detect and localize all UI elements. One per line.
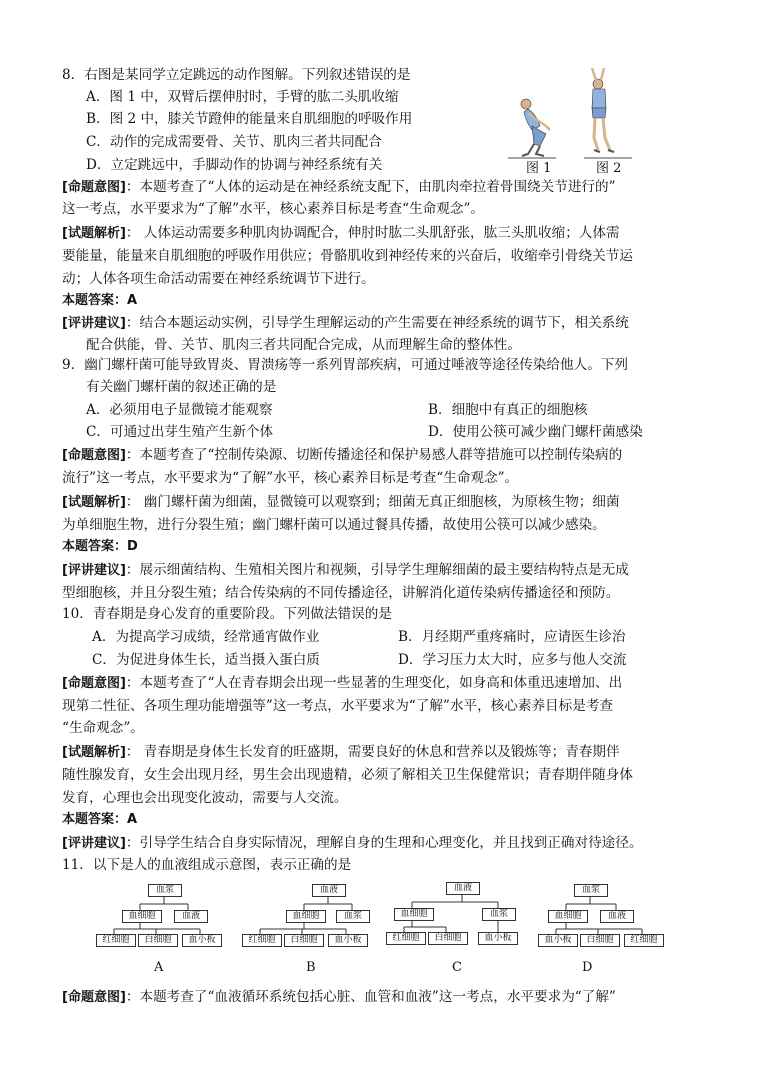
diagram-c-root: 血液 [446,882,480,895]
figure-1-caption: 图 1 [526,161,552,176]
q8-advice-text-2: 配合供能，骨、关节、肌肉三者共同配合完成，从而理解生命的整体性。 [86,337,521,353]
q8-intent-text: ：本题考查了“人体的运动是在神经系统支配下，由肌肉牵拉着骨围绕关节进行的” [125,179,616,195]
q11-stem: 11．以下是人的血液组成示意图，表示正确的是 [62,857,352,873]
q11-intent-text: ：本题考查了“血液循环系统包括心脏、血管和血液”这一考点，水平要求为“了解” [125,989,616,1005]
q8-advice-label: [评讲建议] [62,316,126,331]
q8-analysis-label: [试题解析] [62,226,126,241]
q9-advice-text: ：展示细菌结构、生殖相关图片和视频，引导学生理解细菌的最主要结构特点是无成 [125,562,629,578]
jump-figure [506,64,646,160]
q9-option-b: B．细胞中有真正的细胞核 [428,402,588,418]
q10-advice-label: [评讲建议] [62,836,126,851]
q8-analysis-text-2: 要能量，能量来自肌细胞的呼吸作用供应；骨骼肌收到神经传来的兴奋后，收缩牵引骨绕关节运 [62,248,633,264]
diagram-c-mid-1: 血细胞 [394,908,434,921]
q9-advice-text-2: 型细胞核，并且分裂生殖；结合传染病的不同传播途径，讲解消化道传染病传播途径和预防。 [62,585,620,601]
diagram-b-leaf-3: 血小板 [328,934,368,947]
diagram-b-root: 血液 [312,884,346,897]
q8-intent-label: [命题意图] [62,180,126,195]
q8-stem: 8．右图是某同学立定跳远的动作图解。下列叙述错误的是 [62,67,411,83]
q10-intent-text-2: 现第二性征、各项生理功能增强等”这一考点，水平要求为“了解”水平，核心素养目标是考查 [62,698,614,714]
figure-2-leap [584,68,632,158]
q8-option-b: B．图 2 中，膝关节蹬伸的能量来自肌细胞的呼吸作用 [86,111,413,127]
q10-stem: 10．青春期是身心发育的重要阶段。下列做法错误的是 [62,606,392,622]
q10-option-c: C．为促进身体生长，适当摄入蛋白质 [92,652,320,668]
q10-advice-text: ：引导学生结合自身实际情况，理解自身的生理和心理变化，并且找到正确对待途径。 [125,835,643,851]
q8-option-a: A．图 1 中，双臂后摆伸肘时，手臂的肱二头肌收缩 [86,89,399,105]
diagram-b-mid-1: 血细胞 [286,910,326,923]
diagram-d [538,882,668,952]
diagram-d-mid-2: 血液 [600,910,634,923]
q8-intent-text-2: 这一考点，水平要求为“了解”水平，核心素养目标是考查“生命观念”。 [62,201,485,217]
diagram-a [96,882,226,952]
diagram-a-leaf-3: 血小板 [182,934,222,947]
q9-analysis-text-2: 为单细胞生物，进行分裂生殖；幽门螺杆菌可以通过餐具传播，故使用公筷可以减少感染。 [62,517,606,533]
q9-option-c: C．可通过出芽生殖产生新个体 [86,424,274,440]
q8-answer: 本题答案：A [62,293,138,308]
diagram-b-leaf-1: 红细胞 [242,934,282,947]
q9-analysis-text: ： 幽门螺杆菌为细菌，显微镜可以观察到；细菌无真正细胞核，为原核生物；细菌 [125,494,620,510]
diagram-b-leaf-2: 白细胞 [284,934,324,947]
q9-advice-label: [评讲建议] [62,563,126,578]
diagram-c-leaf-3: 血小板 [478,932,518,945]
diagram-a-leaf-2: 白细胞 [138,934,178,947]
q10-option-d: D．学习压力太大时，应多与他人交流 [398,652,627,668]
q9-answer: 本题答案：D [62,539,138,554]
q9-intent-text: ：本题考查了“控制传染源、切断传播途径和保护易感人群等措施可以控制传染病的 [125,447,623,463]
diagram-d-mid-1: 血细胞 [548,910,588,923]
diagram-a-root: 血浆 [148,884,182,897]
q10-intent-text: ：本题考查了“人在青春期会出现一些显著的生理变化，如身高和体重迅速增加、出 [125,675,623,691]
q10-intent-text-3: “生命观念”。 [62,720,144,736]
q9-analysis-label: [试题解析] [62,495,126,510]
q9-option-a: A．必须用电子显微镜才能观察 [86,402,273,418]
q10-analysis-text-3: 发育，心理也会出现变化波动，需要与人交流。 [62,790,348,806]
diagram-a-leaf-1: 红细胞 [96,934,136,947]
q8-analysis-text-3: 动；人体各项生命活动需要在神经系统调节下进行。 [62,271,375,287]
q10-analysis-text: ： 青春期是身体生长发育的旺盛期，需要良好的休息和营养以及锻炼等；青春期伴 [125,744,620,760]
q8-advice-text: ：结合本题运动实例，引导学生理解运动的产生需要在神经系统的调节下，相关系统 [125,315,629,331]
q10-option-b: B．月经期严重疼痛时，应请医生诊治 [398,629,626,645]
diagram-d-leaf-3: 红细胞 [624,934,664,947]
diagram-d-letter: D [582,960,593,975]
diagram-d-leaf-2: 白细胞 [580,934,620,947]
q9-option-d: D．使用公筷可减少幽门螺杆菌感染 [428,424,643,440]
q10-option-a: A．为提高学习成绩，经常通宵做作业 [92,629,320,645]
diagram-b-letter: B [306,960,316,975]
q10-answer: 本题答案：A [62,812,138,827]
diagram-a-mid-2: 血液 [174,910,208,923]
diagram-a-mid-1: 血细胞 [122,910,162,923]
q10-analysis-text-2: 随性腺发育，女生会出现月经，男生会出现遗精，必须了解相关卫生保健常识；青春期伴随身体 [62,767,633,783]
q8-option-d: D．立定跳远中，手脚动作的协调与神经系统有关 [86,157,383,173]
diagram-a-letter: A [154,960,164,975]
diagram-c-leaf-1: 红细胞 [386,932,426,945]
diagram-b [242,882,372,952]
q8-option-c: C．动作的完成需要骨、关节、肌肉三者共同配合 [86,134,382,150]
q9-intent-text-2: 流行”这一考点，水平要求为“了解”水平，核心素养目标是考查“生命观念”。 [62,470,519,486]
diagram-b-mid-2: 血浆 [336,910,370,923]
q8-analysis-text: ： 人体运动需要多种肌肉协调配合，伸肘时肱二头肌舒张，肱三头肌收缩；人体需 [125,225,620,241]
q9-intent-label: [命题意图] [62,448,126,463]
q9-stem: 9．幽门螺杆菌可能导致胃炎、胃溃疡等一系列胃部疾病，可通过唾液等途径传染给他人。下列 [62,357,628,373]
q9-stem-2: 有关幽门螺杆菌的叙述正确的是 [86,379,277,395]
diagram-d-leaf-1: 血小板 [538,934,578,947]
figure-1-crouch [508,99,556,158]
diagram-c [386,880,516,950]
diagram-c-letter: C [452,960,462,975]
q10-intent-label: [命题意图] [62,676,126,691]
diagram-c-leaf-2: 白细胞 [428,932,468,945]
diagram-d-root: 血浆 [574,884,608,897]
figure-2-caption: 图 2 [596,161,622,176]
diagram-c-mid-2: 血浆 [482,908,516,921]
q11-intent-label: [命题意图] [62,990,126,1005]
q10-analysis-label: [试题解析] [62,745,126,760]
